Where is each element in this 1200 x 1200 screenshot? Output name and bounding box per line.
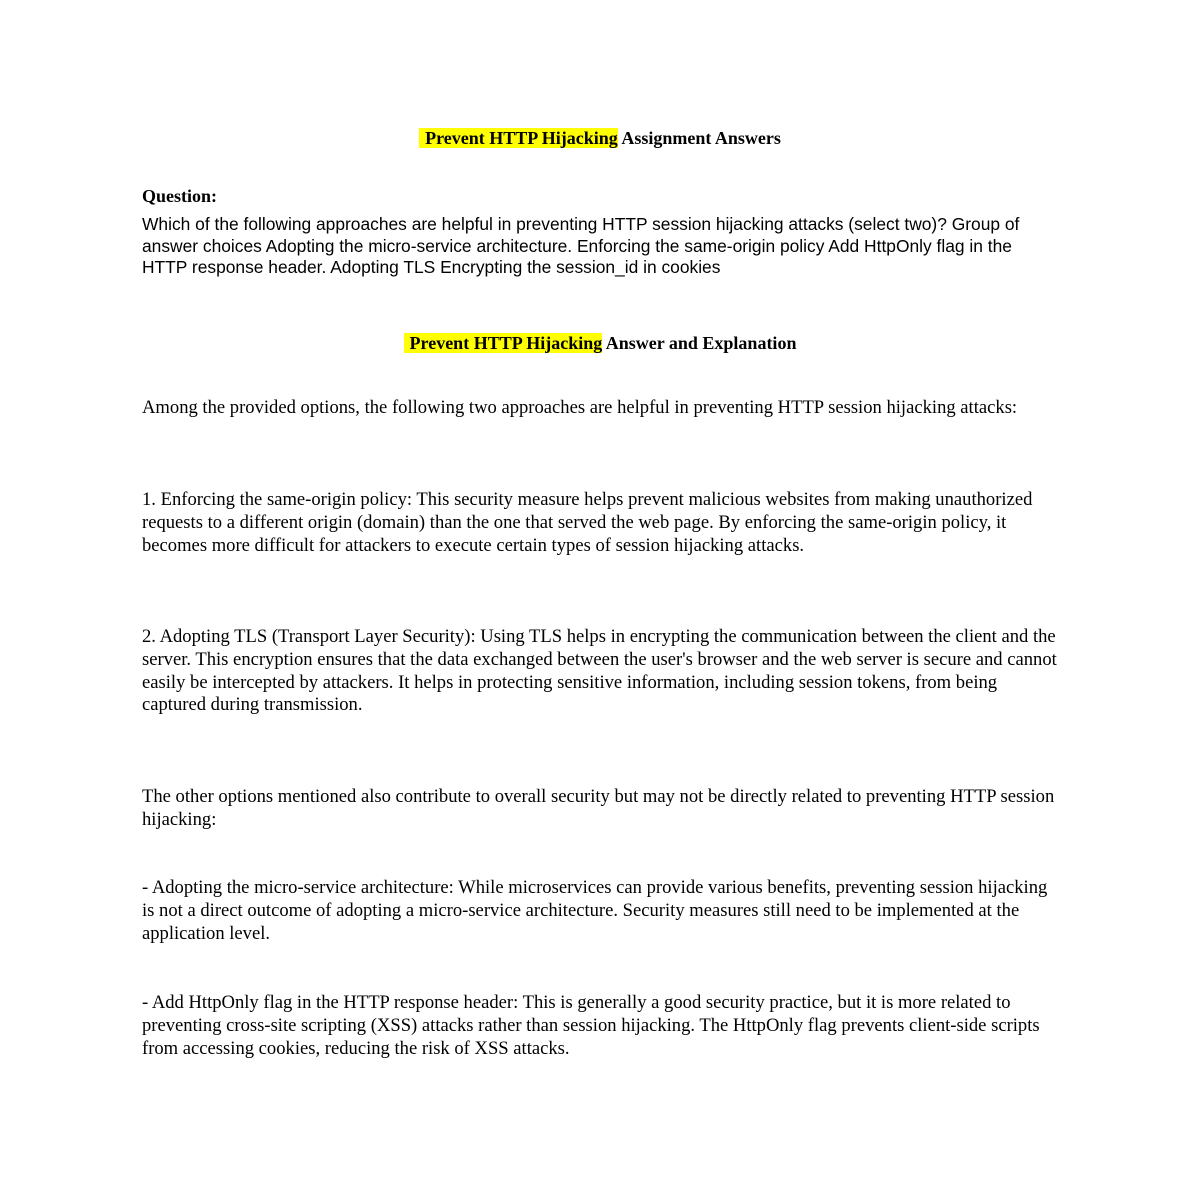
title-highlight: Prevent HTTP Hijacking xyxy=(419,128,618,148)
question-label: Question: xyxy=(142,186,218,206)
page-title xyxy=(0,127,1200,149)
option-httponly-paragraph: - Add HttpOnly flag in the HTTP response header: This is generally a good security practice, but it is more related to preventing cross-site scripting (XSS) attacks rather than session hijacking. The HttpOnly flag prevents client-side scripts from accessing cookies, reducing the risk of XSS attacks. xyxy=(142,992,1040,1059)
answer-heading xyxy=(0,332,1200,354)
other-options-paragraph: The other options mentioned also contribute to overall security but may not be directly related to preventing HTTP session hijacking: xyxy=(142,786,1055,830)
question-text: Which of the following approaches are helpful in preventing HTTP session hijacking attacks (select two)? Group of answer choices Adopting the micro-service architecture. Enforcing the same-origin policy Add HttpOnly flag in the HTTP response header. Adopting TLS Encrypting the session_id in cookies xyxy=(142,214,1020,278)
answer-heading-highlight: Prevent HTTP Hijacking xyxy=(404,333,603,353)
answer-point-same-origin: 1. Enforcing the same-origin policy: This security measure helps prevent malicious websites from making unauthorized requests to a different origin (domain) than the one that served the web page. By enforcing the same-origin policy, it becomes more difficult for attackers to execute certain types of session hijacking attacks. xyxy=(142,489,1033,556)
answer-heading-rest: Answer and Explanation xyxy=(602,333,797,353)
intro-paragraph: Among the provided options, the following two approaches are helpful in preventing HTTP session hijacking attacks: xyxy=(142,397,1018,418)
answer-point-tls: 2. Adopting TLS (Transport Layer Security): Using TLS helps in encrypting the communication between the client and the server. This encryption ensures that the data exchanged between the user's browser and the web server is secure and cannot easily be intercepted by attackers. It helps in protecting sensitive information, including session tokens, from being captured during transmission. xyxy=(142,626,1057,716)
title-rest: Assignment Answers xyxy=(617,128,781,148)
option-microservice-paragraph: - Adopting the micro-service architecture: While microservices can provide various benefits, preventing session hijacking is not a direct outcome of adopting a micro-service architecture. Security measures still need to be implemented at the application level. xyxy=(142,877,1048,944)
